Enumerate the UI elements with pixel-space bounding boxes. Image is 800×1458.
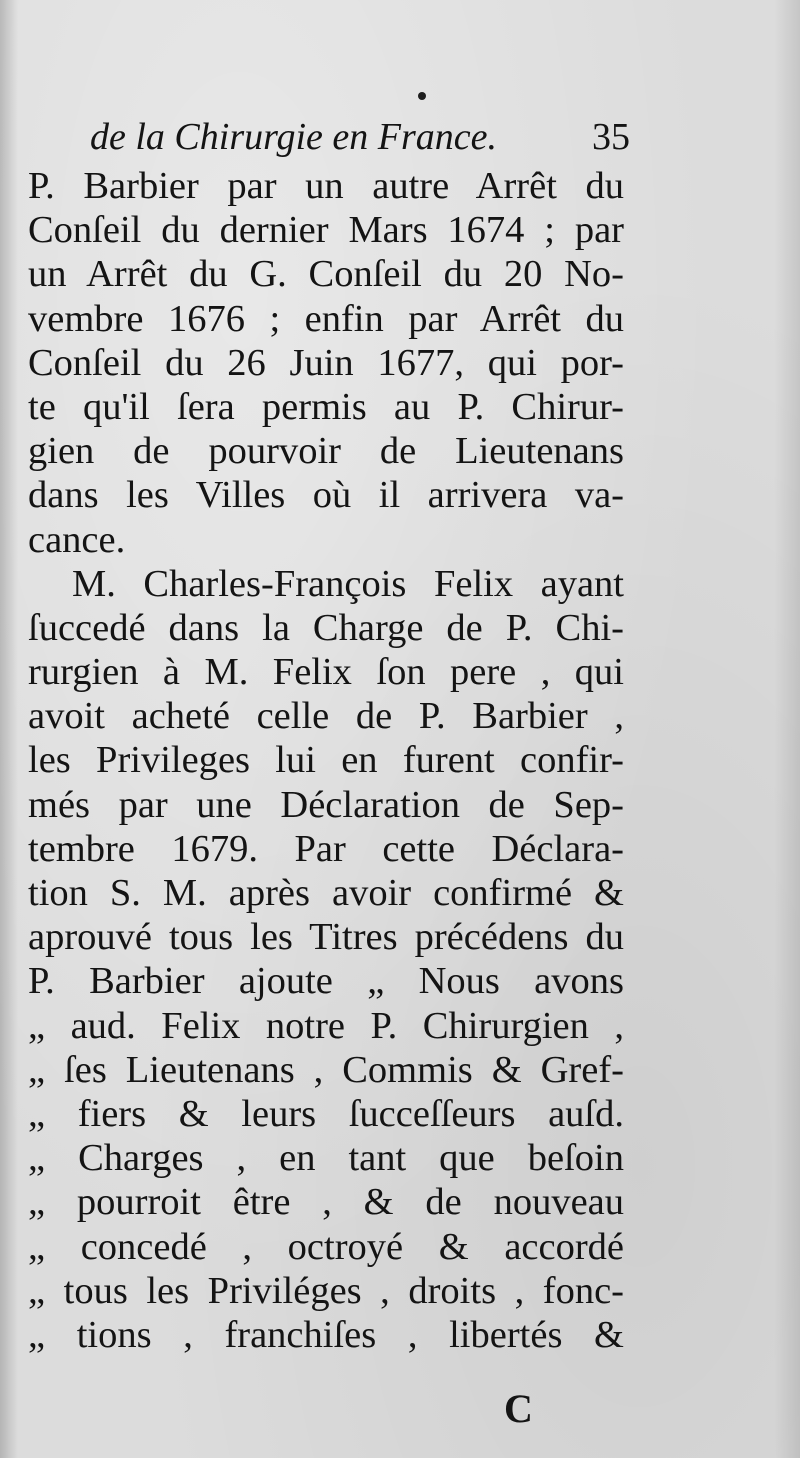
- text-line: un Arrêt du G. Conſeil du 20 No-: [28, 253, 624, 296]
- quoted-line: „ Charges , en tant que beſoin: [28, 1137, 624, 1180]
- quoted-line: „ tions , franchiſes , libertés &: [28, 1313, 624, 1356]
- ink-dot: [418, 92, 426, 100]
- quoted-line: „ tous les Priviléges , droits , fonc-: [28, 1269, 624, 1312]
- text-line: Conſeil du dernier Mars 1674 ; par: [28, 209, 624, 252]
- quoted-line: „ concedé , octroyé & accordé: [28, 1225, 624, 1268]
- page-header: [90, 108, 630, 166]
- text-line: aprouvé tous les Titres précédens du: [28, 916, 624, 959]
- quoted-line: „ aud. Felix notre P. Chirurgien ,: [28, 1004, 624, 1047]
- text-line: ſuccedé dans la Charge de P. Chi-: [28, 606, 624, 649]
- text-line: gien de pourvoir de Lieutenans: [28, 430, 624, 473]
- text-line: te qu'il ſera permis au P. Chirur-: [28, 385, 624, 428]
- text-line: avoit acheté celle de P. Barbier ,: [28, 695, 624, 738]
- page-number: 35: [592, 116, 630, 158]
- text-line: dans les Villes où il arrivera va-: [28, 474, 624, 517]
- text-line: les Privileges lui en furent confir-: [28, 739, 624, 782]
- text-line: vembre 1676 ; enfin par Arrêt du: [28, 297, 624, 340]
- text-line: cance.: [28, 518, 126, 561]
- text-line: tion S. M. après avoir confirmé &: [28, 872, 624, 914]
- text-line: més par une Déclaration de Sep-: [28, 783, 624, 826]
- quoted-line: „ fiers & leurs ſucceſſeurs auſd.: [28, 1092, 624, 1135]
- text-line: P. Barbier ajoute „ Nous avons: [28, 960, 624, 1003]
- text-line: P. Barbier par un autre Arrêt du: [28, 165, 624, 207]
- quoted-line: „ pourroit être , & de nouveau: [28, 1181, 624, 1224]
- text-line: tembre 1679. Par cette Déclara-: [28, 827, 624, 870]
- catchword: C: [504, 1386, 533, 1431]
- quoted-line: „ ſes Lieutenans , Commis & Gref-: [28, 1048, 624, 1091]
- text-line: rurgien à M. Felix ſon pere , qui: [28, 651, 624, 694]
- text-line: Conſeil du 26 Juin 1677, qui por-: [28, 341, 624, 384]
- edge-shadow: [774, 0, 800, 1458]
- gutter-shadow: [0, 0, 18, 1458]
- running-title: de la Chirurgie en France.: [90, 116, 498, 158]
- paragraph-first-line: M. Charles-François Felix ayant: [72, 562, 624, 605]
- body-text: [28, 164, 624, 1357]
